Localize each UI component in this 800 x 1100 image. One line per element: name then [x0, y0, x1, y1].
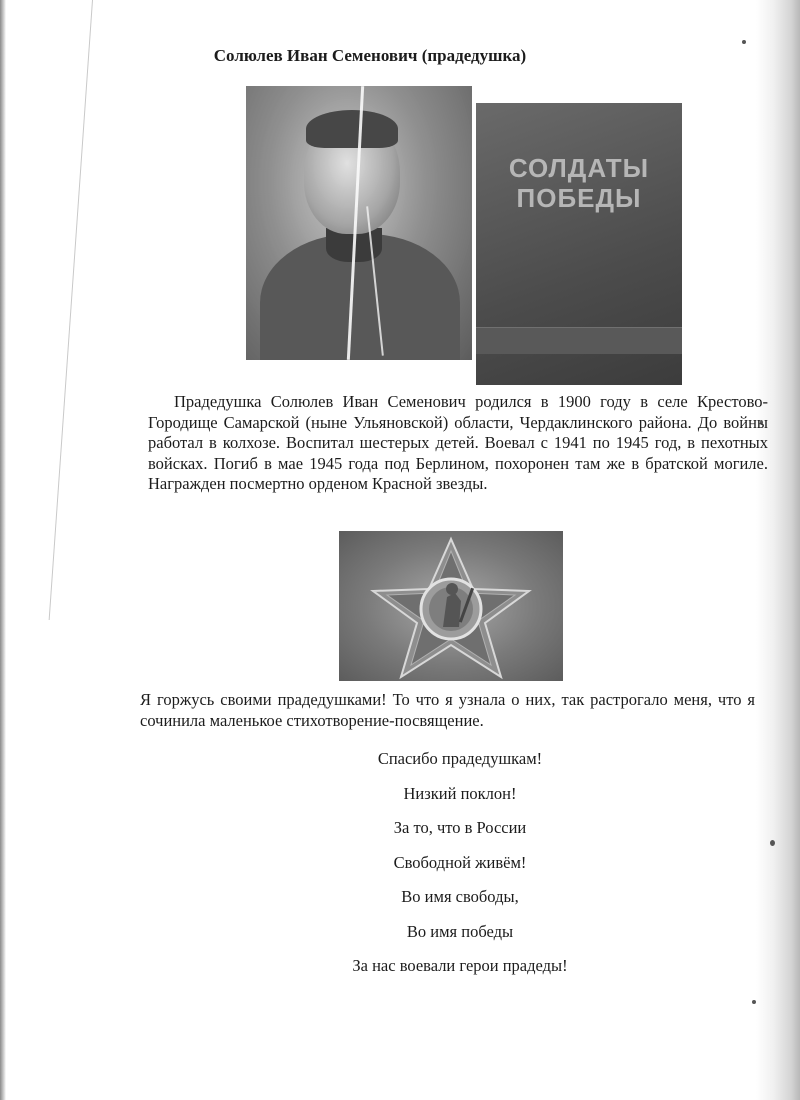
page-title: Солюлев Иван Семенович (прадедушка) — [213, 46, 527, 65]
scan-speckle — [770, 840, 775, 846]
star-medal-icon — [339, 531, 563, 681]
poem-line: Спасибо прадедушкам! — [377, 749, 543, 768]
book-cover-title — [476, 153, 682, 213]
red-star-order-photo — [339, 531, 563, 681]
poem-line: За то, что в России — [393, 818, 527, 837]
paper-fold-line — [0, 0, 93, 620]
poem-line: Во имя свободы, — [401, 887, 519, 906]
book-cover-band — [476, 327, 682, 354]
poem-line: За нас воевали герои прадеды! — [352, 956, 568, 975]
scan-speckle — [752, 1000, 756, 1004]
intro-paragraph: Я горжусь своими прадедушками! То что я узнала о них, так растрогало меня, что я сочинила маленькое стихотворение-посвящение. — [140, 690, 755, 730]
poem-line: Свободной живём! — [393, 852, 527, 872]
scan-edge-right — [756, 0, 800, 1100]
portrait-photo — [246, 86, 472, 360]
scan-speckle — [742, 40, 746, 44]
poem — [250, 747, 670, 989]
biography-paragraph: Прадедушка Солюлев Иван Семенович родился в 1900 году в селе Крестово-Городище Самарской (ныне Ульяновской) области, Чердаклинского района. До войны работал в колхозе. Воспитал шестерых детей. Воевал с 1941 по 1945 год, в пехотных войсках. Погиб в мае 1945 года под Берлином, похоронен там же в братской могиле. Награжден посмертно орденом Красной звезды. — [148, 392, 768, 493]
poem-line: Низкий поклон! — [403, 783, 517, 803]
book-cover-image — [476, 103, 682, 385]
book-cover-title-line: ПОБЕДЫ — [516, 183, 642, 213]
poem-line: Во имя победы — [406, 921, 514, 941]
photo-hair — [306, 110, 398, 148]
book-cover-title-line: СОЛДАТЫ — [508, 153, 650, 183]
